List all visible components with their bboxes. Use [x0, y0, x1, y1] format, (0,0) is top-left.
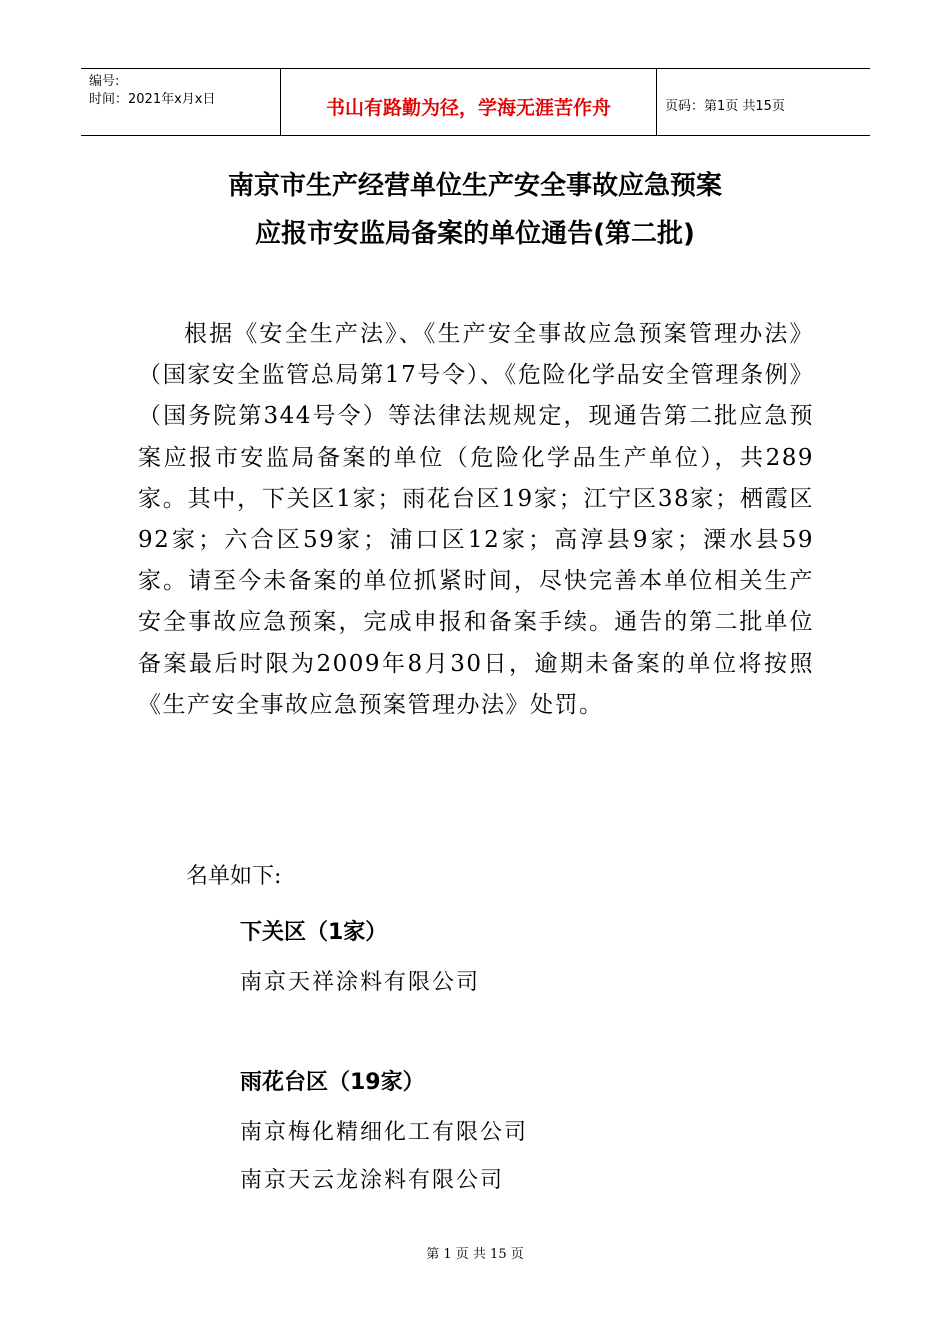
- company-item: 南京天祥涂料有限公司: [240, 970, 481, 995]
- section-heading-yuhuatai: 雨花台区（19家）: [240, 1070, 425, 1095]
- time-label: 时间：2021年x月x日: [89, 92, 216, 107]
- list-intro: 名单如下:: [186, 864, 282, 889]
- page-header: [81, 68, 870, 136]
- company-item: 南京天云龙涂料有限公司: [240, 1168, 505, 1193]
- section-heading-xiaguan: 下关区（1家）: [240, 920, 388, 945]
- motto-text: 书山有路勤为径，学海无涯苦作舟: [325, 96, 611, 119]
- document-title-line-2: 应报市安监局备案的单位通告(第二批): [255, 219, 695, 249]
- page-footer: 第 1 页 共 15 页: [426, 1247, 524, 1262]
- body-paragraph: 根据《安全生产法》、《生产安全事故应急预案管理办法》（国家安全监管总局第17号令）、《危险化学品安全管理条例》（国务院第344号令）等法律法规规定，现通告第二批应急预案应报市安监局备案的单位（危险化学品生产单位），共289家。其中，下关区1家；雨花台区19家；江宁区38家；栖霞区92家；六合区59家；浦口区12家；高淳县9家；溧水县59家。请至今未备案的单位抓紧时间，尽快完善本单位相关生产安全事故应急预案，完成申报和备案手续。通告的第二批单位备案最后时限为2009年8月30日，逾期未备案的单位将按照《生产安全事故应急预案管理办法》处罚。: [138, 321, 814, 718]
- document-title-line-1: 南京市生产经营单位生产安全事故应急预案: [227, 171, 722, 201]
- header-motto: [281, 69, 657, 135]
- code-label: 编号:: [89, 74, 120, 89]
- header-meta: [81, 69, 281, 135]
- header-page-info: [657, 69, 870, 135]
- company-item: 南京梅化精细化工有限公司: [240, 1120, 529, 1145]
- page-info-text: 页码：第1页 共15页: [665, 98, 785, 114]
